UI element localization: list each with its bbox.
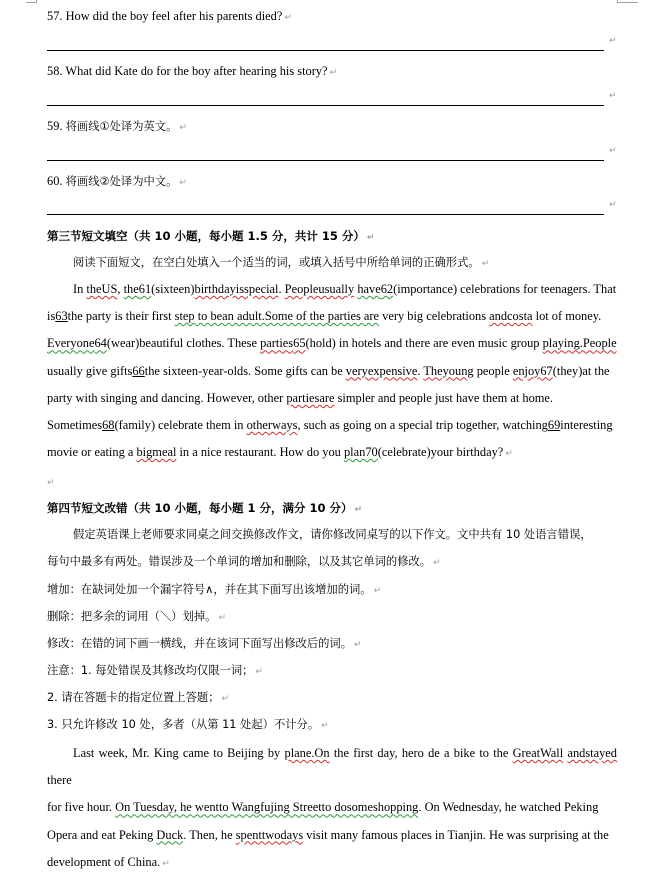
blank-65[interactable]: 65: [293, 336, 306, 351]
heading-text: 第四节短文改错（共 10 小题，每小题 1 分，满分 10 分）: [47, 501, 353, 515]
question-text: How did the boy feel after his parents died?: [65, 9, 283, 23]
question-text: 将画线②处译为中文。: [65, 175, 178, 188]
text: .: [417, 363, 424, 378]
blank-66[interactable]: 66: [132, 363, 145, 378]
section4-heading: [47, 500, 362, 518]
section3-passage: [47, 276, 617, 498]
text: simpler and people just have them at home.: [334, 390, 553, 405]
text: (they)at the: [552, 363, 610, 378]
heading-text: 第三节短文填空（共 10 小题，每小题 1.5 分，共计 15 分）: [47, 229, 365, 243]
question-text: 将画线①处译为英文。: [65, 120, 178, 133]
text: Duck: [156, 827, 184, 842]
paragraph-mark-icon: ↵: [481, 259, 490, 269]
text: spenttwodays: [235, 827, 304, 842]
text: visit many famous places in Tianjin. He was surprising at the: [303, 827, 609, 842]
paragraph-mark-icon: ↵: [284, 13, 292, 23]
text: (sixteen): [151, 282, 195, 296]
passage-line: [47, 358, 617, 385]
paragraph-mark-icon: ↵: [255, 667, 263, 677]
answer-line-59[interactable]: [47, 160, 604, 161]
section4-passage: [47, 740, 617, 878]
text: the first day, hero de a bike to the: [329, 746, 513, 760]
paragraph-mark-icon: ↵: [321, 721, 329, 731]
text: playing.People: [542, 336, 617, 351]
paragraph-mark-icon: ↵: [609, 91, 617, 101]
blank-63[interactable]: 63: [55, 309, 68, 324]
text: (hold) in hotels and there are even music group: [305, 336, 543, 351]
paragraph-mark-icon: ↵: [373, 586, 382, 596]
text: (importance) celebrations for teenagers. That: [393, 282, 617, 296]
text: there: [47, 773, 72, 788]
rule-text: 增加：在缺词处加一个漏字符号∧，并在其下面写出该增加的词。: [47, 583, 372, 596]
text: In: [73, 282, 87, 296]
text: . On Wednesday, he watched Peking: [418, 800, 599, 815]
text: On Tuesday, he wentto Wangfujing Streetto dosomeshopping: [115, 800, 419, 815]
paragraph-mark-icon: ↵: [354, 505, 363, 515]
instruction-text: 假定英语课上老师要求同桌之间交换修改作文，请你修改同桌写的以下作文。文中共有 10 处语言错误，: [73, 528, 592, 541]
text: people: [473, 363, 513, 378]
text: the: [123, 282, 139, 296]
paragraph-mark-icon: ↵: [433, 558, 441, 568]
text: theUS: [86, 282, 118, 296]
text: enjoy: [512, 363, 541, 378]
section3-instruction: [73, 255, 489, 272]
text: Opera and eat Peking: [47, 827, 157, 842]
text: plane.On: [284, 746, 330, 760]
instruction-text: 阅读下面短文，在空白处填入一个适当的词，或填入括号中所给单词的正确形式。: [73, 256, 480, 269]
paragraph-mark-icon: ↵: [609, 36, 617, 46]
paragraph-mark-icon: ↵: [329, 68, 338, 78]
question-60: [47, 173, 187, 191]
text: (family) celebrate them in: [114, 418, 247, 433]
blank-68[interactable]: 68: [102, 418, 115, 433]
text: the party is their first: [67, 309, 175, 324]
question-59: [47, 118, 187, 136]
blank-61[interactable]: 61: [138, 282, 152, 296]
text: veryexpensive: [345, 363, 418, 378]
blank-64[interactable]: 64: [94, 336, 107, 351]
text: GreatWall: [512, 746, 564, 760]
passage-line: [47, 385, 617, 412]
text: the sixteen-year-olds. Some gifts can be: [144, 363, 346, 378]
rule-text: 修改：在错的词下画一横线，并在该词下面写出修改后的词。: [47, 637, 353, 650]
paragraph-mark-icon: ↵: [221, 694, 230, 704]
text: for five hour.: [47, 800, 116, 815]
text: have: [357, 282, 381, 296]
text: . Then, he: [183, 827, 236, 842]
passage-line: [47, 276, 617, 303]
text: andcosta: [489, 309, 533, 324]
text: (celebrate)your birthday?: [377, 445, 504, 460]
text: Last week, Mr. King came to Beijing by: [73, 746, 285, 760]
paragraph-mark-icon: ↵: [609, 200, 617, 210]
paragraph-mark-icon: ↵: [218, 613, 227, 623]
rule-add: [47, 582, 381, 599]
text: usually give gifts: [47, 363, 133, 378]
paragraph-mark-icon: ↵: [179, 178, 187, 188]
passage-line: [47, 849, 617, 878]
passage-line: [47, 303, 617, 330]
paragraph-mark-icon: ↵: [47, 478, 55, 489]
text: bigmeal: [136, 445, 177, 460]
answer-line-57[interactable]: [47, 50, 604, 51]
paragraph-mark-icon: ↵: [366, 233, 375, 243]
text: party with singing and dancing. However, other: [47, 390, 287, 405]
note-1: [47, 663, 263, 680]
question-58: [47, 63, 337, 81]
text: birthdayisspecial: [194, 282, 279, 296]
text: otherways: [246, 418, 298, 433]
text: interesting: [560, 418, 613, 433]
text: ,: [117, 282, 124, 296]
rule-delete: [47, 609, 226, 626]
section4-instruction-line2: [47, 554, 441, 571]
section3-heading: [47, 228, 374, 246]
note-3: [47, 717, 329, 734]
text: (wear)beautiful clothes. These: [106, 336, 261, 351]
text: Peopleusually: [284, 282, 355, 296]
paragraph-mark-icon: ↵: [354, 640, 362, 650]
blank-67[interactable]: 67: [540, 363, 553, 378]
blank-69[interactable]: 69: [547, 418, 561, 433]
section4-instruction-line1: [73, 527, 592, 543]
crop-mark-top-right: [617, 0, 638, 3]
text: is: [47, 309, 56, 324]
text: step to bean adult.Some of the parties are: [174, 309, 380, 324]
answer-line-60[interactable]: [47, 214, 604, 215]
text: , such as going on a special trip together, watching: [297, 418, 548, 433]
rule-text: 3. 只允许修改 10 处，多者（从第 11 处起）不计分。: [47, 718, 320, 731]
note-2: [47, 690, 229, 707]
blank-70[interactable]: 70: [365, 445, 378, 460]
text: parties: [260, 336, 294, 351]
passage-line: [47, 822, 617, 849]
passage-line: [47, 439, 617, 468]
text: in a nice restaurant. How do you: [176, 445, 344, 460]
passage-line: [47, 740, 617, 794]
question-number: 59.: [47, 119, 63, 133]
instruction-text: 每句中最多有两处。错误涉及一个单词的增加和删除，以及其它单词的修改。: [47, 555, 432, 568]
text: .: [278, 282, 285, 296]
rule-text: 2. 请在答题卡的指定位置上答题；: [47, 691, 220, 704]
passage-line: [47, 330, 617, 357]
text: development of China.: [47, 854, 161, 869]
rule-text: 删除：把多余的词用（＼）划掉。: [47, 610, 217, 623]
rule-modify: [47, 636, 362, 653]
passage-line: [47, 412, 617, 439]
text: Theyoung: [423, 363, 474, 378]
paragraph-mark-icon: ↵: [162, 858, 170, 869]
question-number: 58.: [47, 64, 63, 78]
empty-paragraph: [47, 468, 617, 497]
text: movie or eating a: [47, 445, 137, 460]
text: very big celebrations: [379, 309, 490, 324]
blank-62[interactable]: 62: [380, 282, 394, 296]
crop-mark-top-left: [26, 0, 37, 3]
text: partiesare: [286, 390, 335, 405]
paragraph-mark-icon: ↵: [505, 449, 513, 460]
text: lot of money.: [532, 309, 602, 324]
rule-text: 注意：1. 每处错误及其修改均仅限一词；: [47, 664, 254, 677]
paragraph-mark-icon: ↵: [609, 146, 617, 156]
question-number: 60.: [47, 174, 63, 188]
question-text: What did Kate do for the boy after hearing his story?: [65, 64, 328, 78]
answer-line-58[interactable]: [47, 105, 604, 106]
text: Sometimes: [47, 418, 103, 433]
text: Everyone: [47, 336, 95, 351]
text: andstayed: [567, 746, 617, 760]
passage-line: [47, 794, 617, 821]
text: plan: [343, 445, 366, 460]
question-57: [47, 8, 292, 26]
paragraph-mark-icon: ↵: [179, 123, 187, 133]
question-number: 57.: [47, 9, 63, 23]
